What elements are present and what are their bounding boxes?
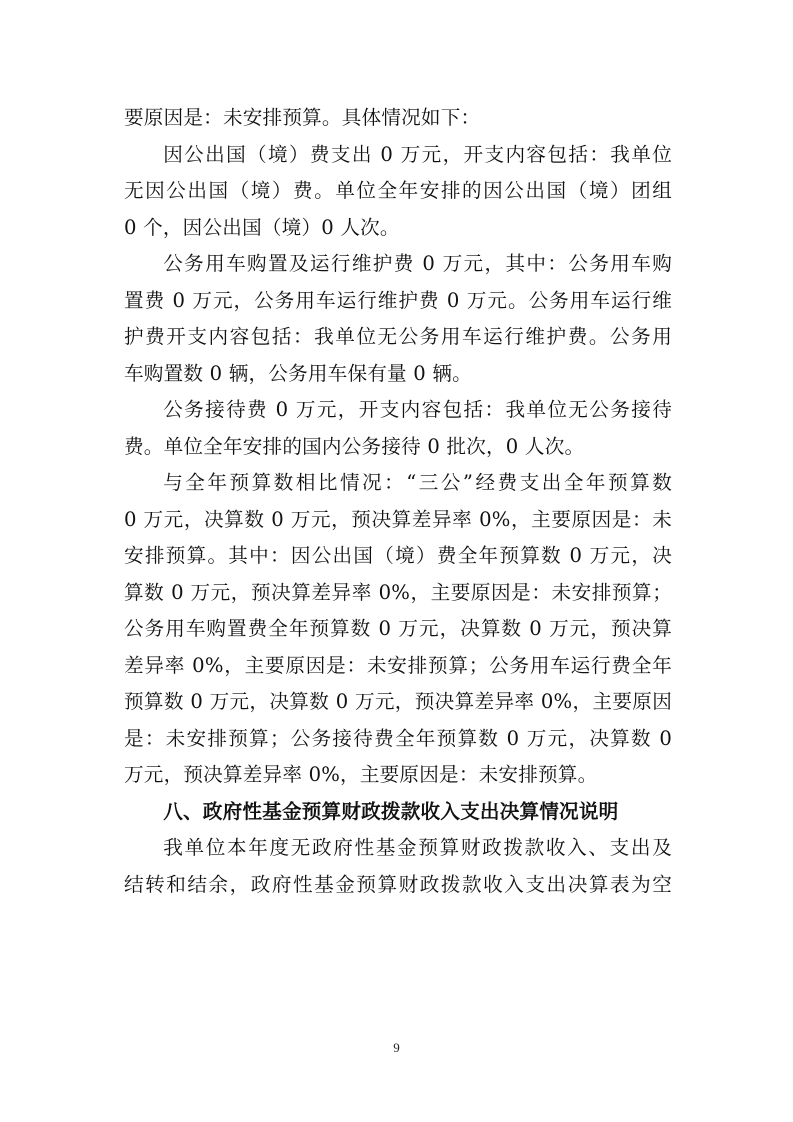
text-line: 公务接待费 0 万元，开支内容包括：我单位无公务接待 xyxy=(163,398,672,421)
text-line: 置费 0 万元，公务用车运行维护费 0 万元。公务用车运行维 xyxy=(124,288,672,312)
document-page xyxy=(124,100,672,903)
text-line: 结转和结余，政府性基金预算财政拨款收入支出决算表为空 xyxy=(124,872,672,896)
paragraph-overseas-travel xyxy=(124,137,672,247)
text-line: 费。单位全年安排的国内公务接待 0 批次，0 人次。 xyxy=(124,434,585,458)
text-line: 0 个，因公出国（境）0 人次。 xyxy=(124,215,400,239)
text-line: 公务用车购置费全年预算数 0 万元，决算数 0 万元，预决算 xyxy=(124,617,672,640)
text-line: 护费开支内容包括：我单位无公务用车运行维护费。公务用 xyxy=(124,325,672,348)
paragraph-official-vehicles xyxy=(124,246,672,392)
text-line: 无因公出国（境）费。单位全年安排的因公出国（境）团组 xyxy=(124,179,672,202)
text-line: 因公出国（境）费支出 0 万元，开支内容包括：我单位 xyxy=(163,142,672,166)
text-line: 是：未安排预算；公务接待费全年预算数 0 万元，决算数 0 xyxy=(124,726,672,750)
text-line: 公务用车购置及运行维护费 0 万元，其中：公务用车购 xyxy=(163,252,672,275)
paragraph-continuation xyxy=(124,100,672,137)
text-line: 预算数 0 万元，决算数 0 万元，预决算差异率 0%，主要原因 xyxy=(124,690,672,713)
paragraph-government-fund xyxy=(124,830,672,903)
text-line: 算数 0 万元，预决算差异率 0%，主要原因是：未安排预算； xyxy=(124,580,672,604)
text-line: 差异率 0%，主要原因是：未安排预算；公务用车运行费全年 xyxy=(124,653,672,677)
paragraph-official-reception xyxy=(124,392,672,465)
text-line: 车购置数 0 辆，公务用车保有量 0 辆。 xyxy=(124,361,472,385)
paragraph-budget-comparison xyxy=(124,465,672,794)
text-line: 我单位本年度无政府性基金预算财政拨款收入、支出及 xyxy=(163,836,672,859)
text-line: 万元，预决算差异率 0%，主要原因是：未安排预算。 xyxy=(124,763,598,786)
text-line: 与全年预算数相比情况：“三公”经费支出全年预算数 xyxy=(163,471,672,494)
page-number: 9 xyxy=(393,1040,400,1055)
text-line: 安排预算。其中：因公出国（境）费全年预算数 0 万元，决 xyxy=(124,544,672,567)
text-line: 要原因是：未安排预算。具体情况如下： xyxy=(124,106,481,129)
section-heading: 八、政府性基金预算财政拨款收入支出决算情况说明 xyxy=(163,799,619,823)
text-line: 0 万元，决算数 0 万元，预决算差异率 0%，主要原因是：未 xyxy=(124,507,672,531)
